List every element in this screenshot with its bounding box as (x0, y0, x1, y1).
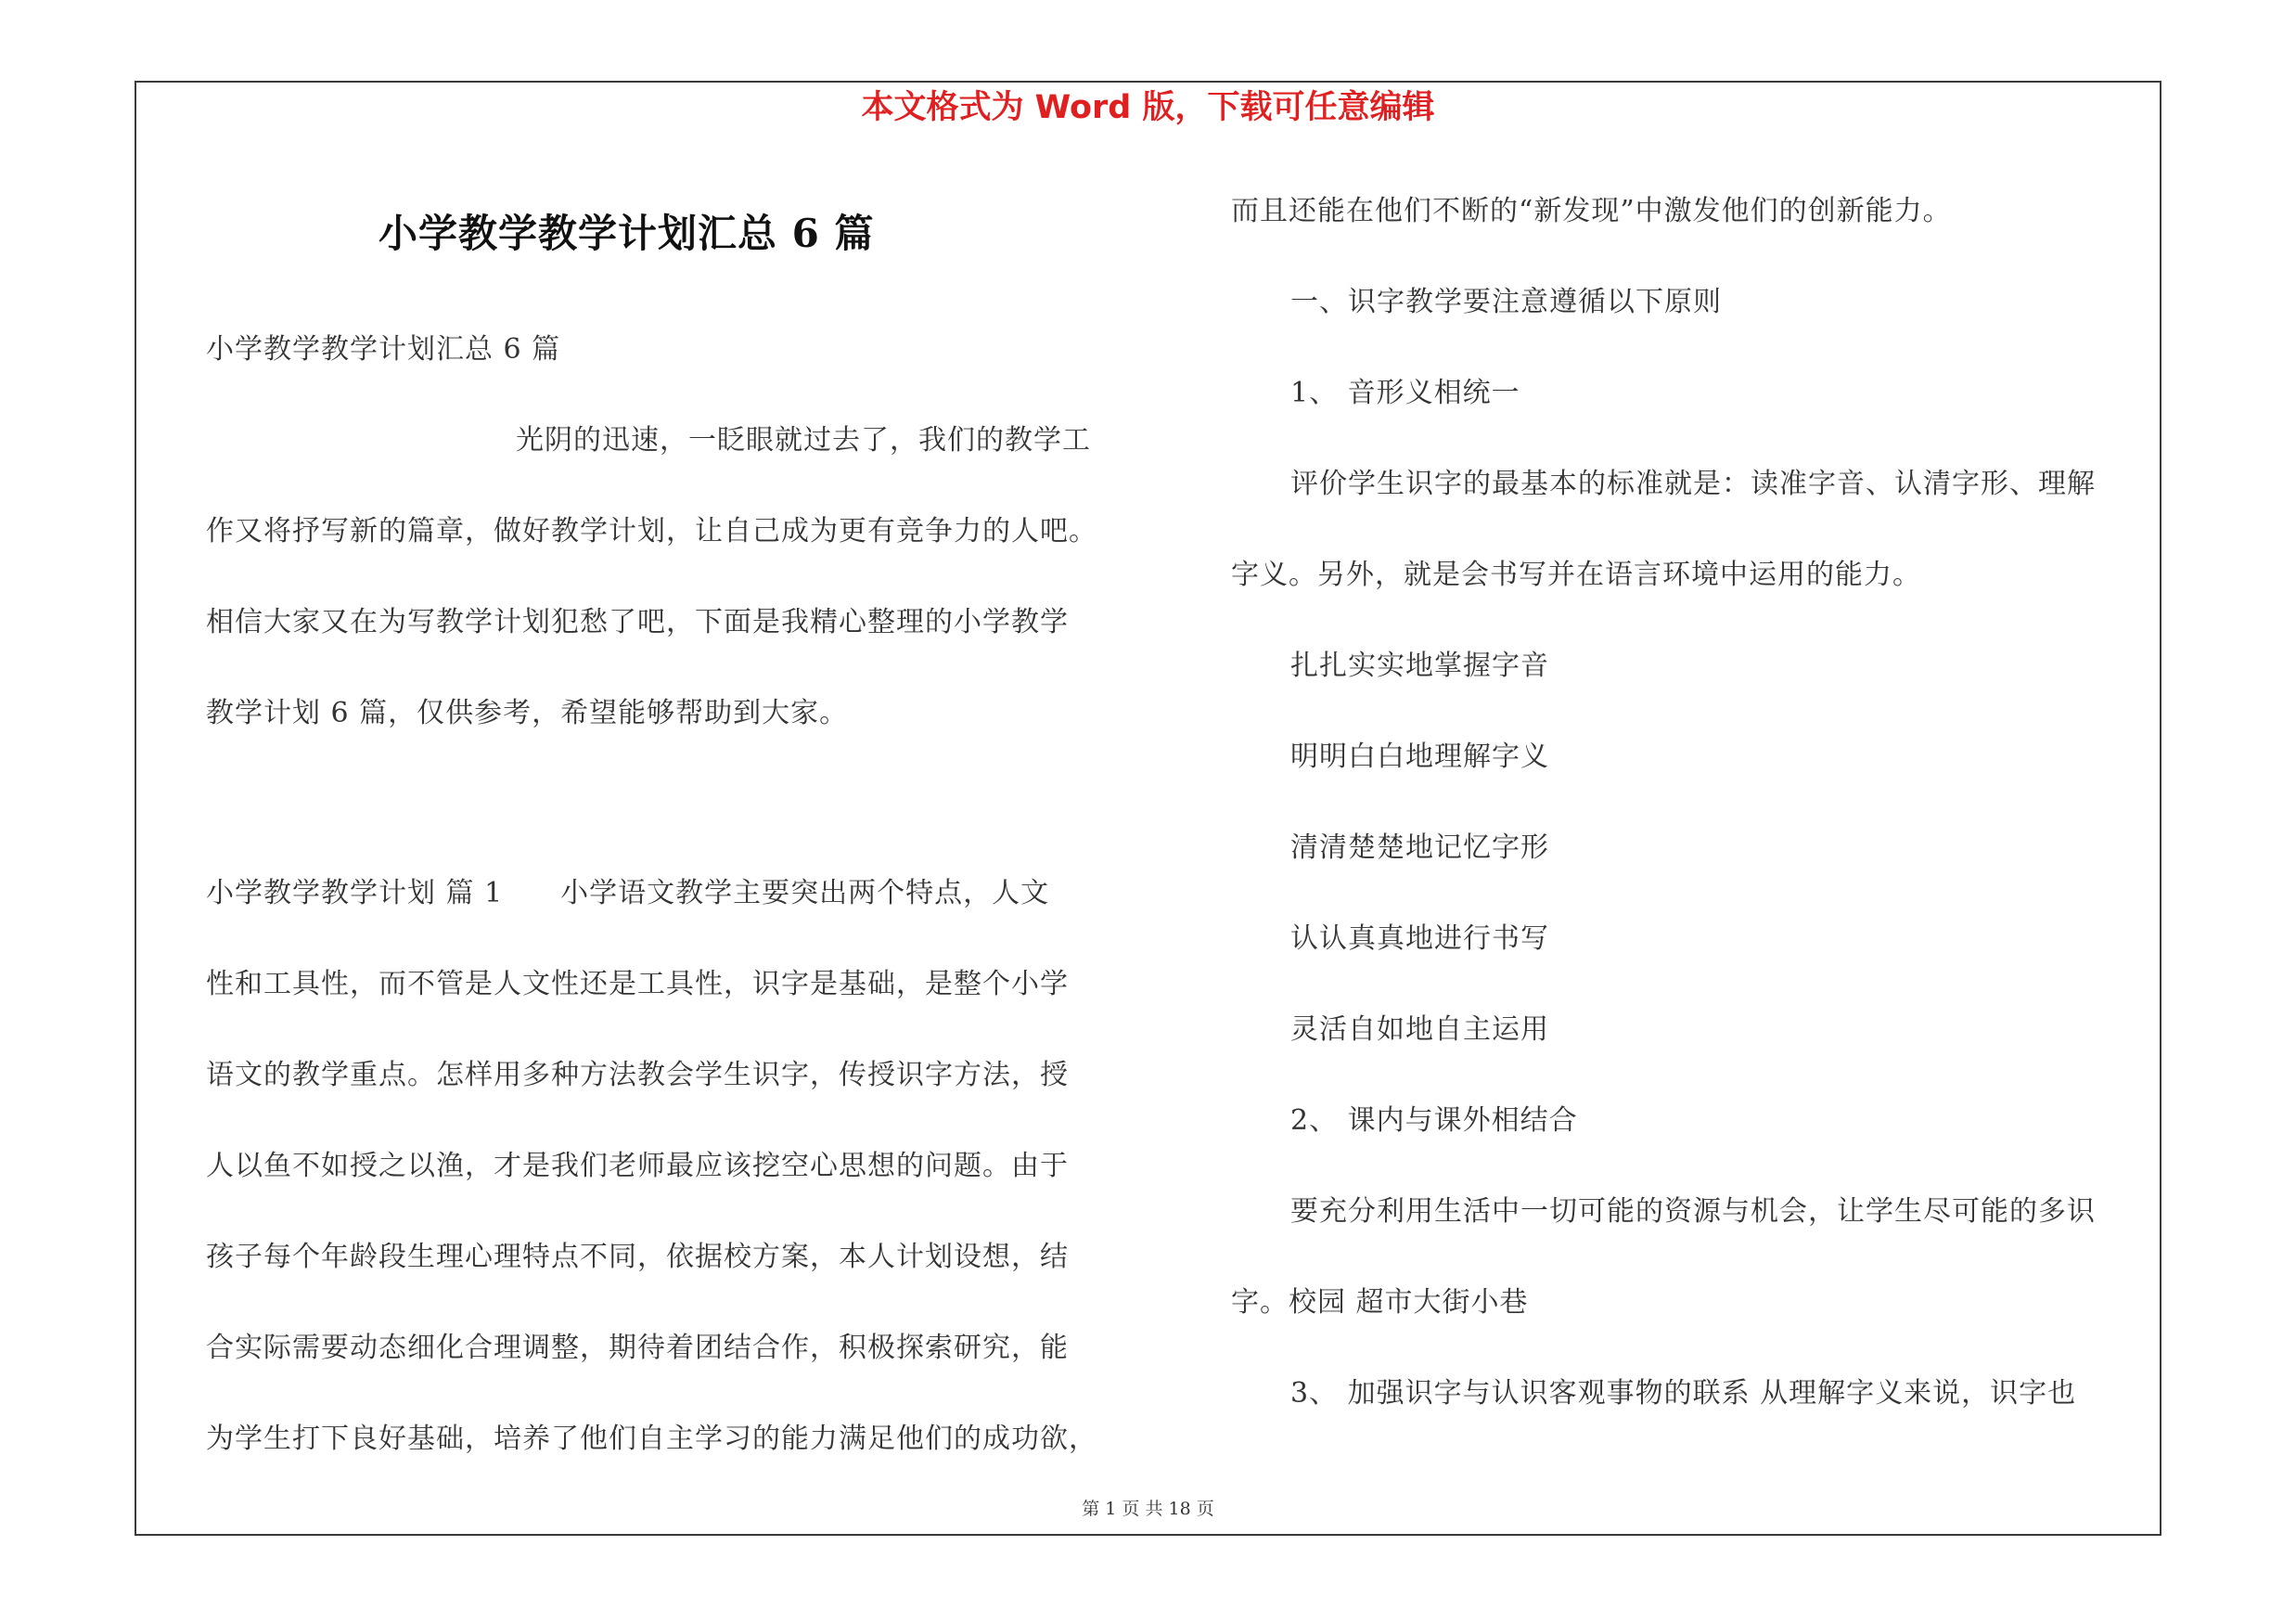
intro-line-1: 光阴的迅速，一眨眼就过去了，我们的教学工 (516, 424, 1091, 457)
document-title: 小学教学教学计划汇总 6 篇 (378, 211, 875, 256)
section-1-first-line: 小学语文教学主要突出两个特点，人文 (560, 877, 1050, 909)
principle-3-heading: 3、 加强识字与认识客观事物的联系 从理解字义来说，识字也 (1290, 1377, 2077, 1410)
body-line-4: 孩子每个年龄段生理心理特点不同，依据校方案，本人计划设想，结 (206, 1241, 1069, 1273)
document-subtitle: 小学教学教学计划汇总 6 篇 (206, 333, 561, 366)
body-line-3: 人以鱼不如授之以渔，才是我们老师最应该挖空心思想的问题。由于 (206, 1150, 1069, 1182)
list-item: 扎扎实实地掌握字音 (1290, 650, 1549, 682)
list-item: 明明白白地理解字义 (1290, 741, 1549, 773)
intro-line-3: 相信大家又在为写教学计划犯愁了吧，下面是我精心整理的小学教学 (206, 606, 1069, 638)
principle-1-heading: 1、 音形义相统一 (1290, 377, 1520, 409)
body-line-1: 性和工具性，而不管是人文性还是工具性，识字是基础，是整个小学 (206, 968, 1069, 1000)
principle-2-heading: 2、 课内与课外相结合 (1290, 1104, 1578, 1137)
section-1-heading-line (206, 870, 1049, 917)
section-1-heading: 小学教学教学计划 篇 1 (206, 877, 504, 909)
right-line-5: 字义。另外，就是会书写并在语言环境中运用的能力。 (1231, 559, 1921, 591)
list-item: 灵活自如地自主运用 (1290, 1013, 1549, 1046)
list-item: 认认真真地进行书写 (1290, 922, 1549, 955)
right-line-1: 而且还能在他们不断的“新发现”中激发他们的创新能力。 (1231, 195, 1952, 227)
body-line-6: 为学生打下良好基础，培养了他们自主学习的能力满足他们的成功欲， (206, 1423, 1097, 1455)
page-frame (135, 81, 2161, 1536)
intro-line-4: 教学计划 6 篇，仅供参考，希望能够帮助到大家。 (206, 697, 849, 729)
list-item: 清清楚楚地记忆字形 (1290, 831, 1549, 864)
right-line-13: 字。校园 超市大街小巷 (1231, 1286, 1529, 1319)
right-line-4: 评价学生识字的最基本的标准就是：读准字音、认清字形、理解 (1290, 468, 2096, 500)
page-number-footer: 第 1 页 共 18 页 (1082, 1499, 1214, 1519)
right-line-12: 要充分利用生活中一切可能的资源与机会，让学生尽可能的多识 (1290, 1195, 2096, 1228)
body-line-5: 合实际需要动态细化合理调整，期待着团结合作，积极探索研究，能 (206, 1332, 1069, 1364)
body-line-2: 语文的教学重点。怎样用多种方法教会学生识字，传授识字方法，授 (206, 1059, 1069, 1091)
format-notice-banner: 本文格式为 Word 版，下载可任意编辑 (861, 89, 1435, 126)
intro-line-2: 作又将抒写新的篇章，做好教学计划，让自己成为更有竞争力的人吧。 (206, 515, 1097, 547)
principles-heading: 一、识字教学要注意遵循以下原则 (1290, 286, 1722, 318)
